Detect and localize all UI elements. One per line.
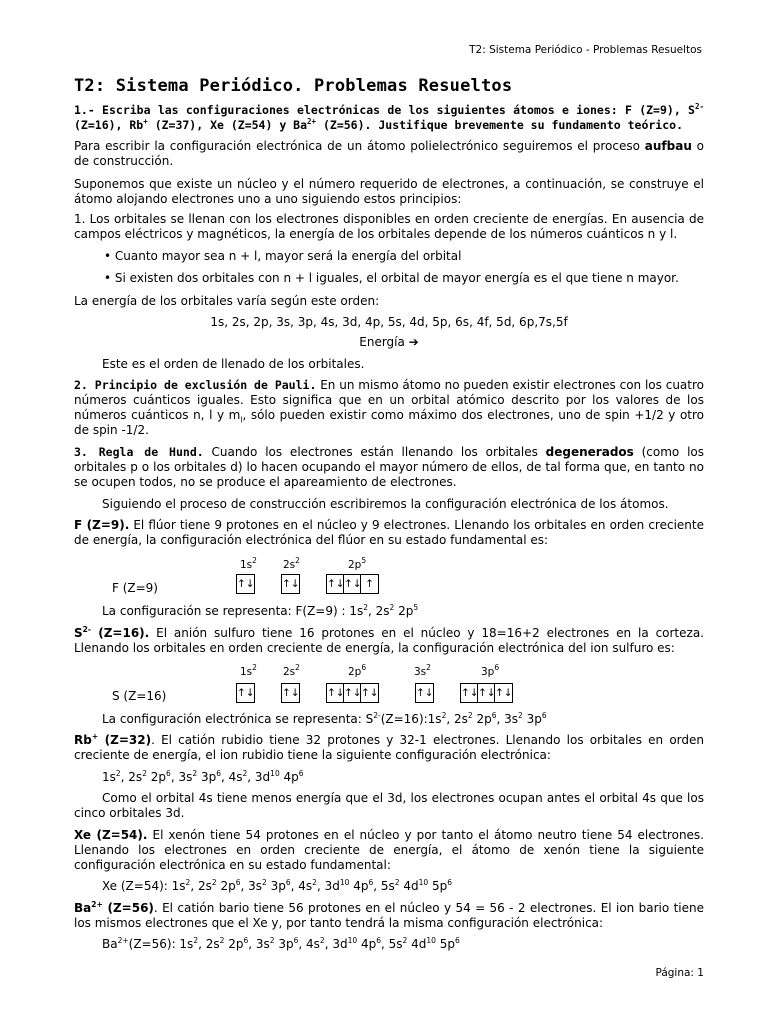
orbital-label: $2p^6$ — [348, 663, 367, 678]
orbital-box-3s: ↑↓ — [415, 683, 434, 703]
principle-energy-order: 1. Los orbitales se llenan con los electrones disponibles en orden creciente de energías. En ausencia de campos eléctricos y magnéticos, la energía de los orbitales depende de los números cuánticos n y l. — [74, 212, 704, 241]
rubidium-note: Como el orbital 4s tiene menos energía que el 3d, los electrones ocupan antes el orbital 4s que los cinco orbitales 3d. — [74, 791, 704, 820]
orbital-label: $1s^2$ — [240, 556, 257, 571]
bullet-n-plus-l: • Cuanto mayor sea n + l, mayor será la energía del orbital — [104, 249, 462, 263]
fluorine-diagram-label: F (Z=9) — [112, 581, 158, 595]
running-header: T2: Sistema Periódico - Problemas Resueltos — [469, 44, 702, 56]
bullet-equal-n-plus-l: • Si existen dos orbitales con n + l iguales, el orbital de mayor energía es el que tiene n mayor. — [104, 271, 679, 285]
orbital-box-1s: ↑↓ — [236, 574, 255, 594]
orbital-box-1s: ↑↓ — [236, 683, 255, 703]
sulfide-representation: La configuración electrónica se representa: $S^{2-}(Z=16):1s^2$, $2s^2$ $2p^6$, $3s^2$ $3p^6$ — [102, 711, 547, 726]
energy-arrow: Energía ➔ — [359, 335, 419, 349]
barium-paragraph: $Ba^{2+}$ (Z=56). El catión bario tiene 56 protones en el núcleo y 54 = 56 - 2 electrones. El ion bario tiene los mismos electrones que el Xe y, por tanto tendrá la misma configuración electrónica: — [74, 900, 704, 930]
orbital-box-2p: ↑↓↑↓ ↑ — [326, 574, 379, 594]
principle-pauli: 2. Principio de exclusión de Pauli. En un mismo átomo no pueden existir electrones con los cuatro números cuánticos iguales. Esto significa que en un orbital atómico descrito por los valores de los números cuánticos n, l y $m_l$, sólo pueden existir como máximo dos electrones, uno de spin +1/2 y otro de spin -1/2. — [74, 378, 705, 437]
paragraph-construction: Siguiendo el proceso de construcción escribiremos la configuración electrónica de los átomos. — [102, 497, 669, 511]
paragraph-aufbau: Para escribir la configuración electrónica de un átomo polielectrónico seguiremos el proceso aufbau o de construcción. — [74, 139, 704, 168]
page-title: T2: Sistema Periódico. Problemas Resueltos — [74, 76, 513, 96]
paragraph-order-intro: La energía de los orbitales varía según este orden: — [74, 294, 380, 308]
orbital-box-3p: ↑↓↑↓↑↓ — [460, 683, 513, 703]
orbital-label: $3s^2$ — [414, 663, 431, 678]
rubidium-configuration: $1s^2$, $2s^2$ $2p^6$, $3s^2$ $3p^6$, $4s^2$, $3d^{10}$ $4p^6$ — [102, 769, 304, 784]
orbital-order: 1s, 2s, 2p, 3s, 3p, 4s, 3d, 4p, 5s, 4d, 5p, 6s, 4f, 5d, 6p,7s,5f — [210, 315, 568, 329]
paragraph-principles: Suponemos que existe un núcleo y el número requerido de electrones, a continuación, se construye el átomo alojando electrones uno a uno siguiendo estos principios: — [74, 177, 704, 206]
orbital-label: $2s^2$ — [283, 663, 300, 678]
paragraph-fill-order: Este es el orden de llenado de los orbitales. — [102, 357, 365, 371]
page-number: Página: 1 — [655, 967, 704, 979]
xenon-paragraph: Xe (Z=54). El xenón tiene 54 protones en el núcleo y por tanto el átomo neutro tiene 54 electrones. Llenando los electrones en orden creciente de energía, el átomo de xenón tiene la siguiente configuración electrónica en su estado fundamental: — [74, 828, 704, 872]
fluorine-representation: La configuración se representa: F(Z=9) : $1s^2$, $2s^2$ $2p^5$ — [102, 603, 419, 618]
rubidium-paragraph: Rb+ (Z=32). El catión rubidio tiene 32 protones y 32-1 electrones. Llenando los orbitales en orden creciente de energía, el ion rubidio tiene la siguiente configuración electrónica: — [74, 732, 704, 762]
orbital-label: $2p^5$ — [348, 556, 367, 571]
xenon-configuration: Xe (Z=54): $1s^2$, $2s^2$ $2p^6$, $3s^2$ $3p^6$, $4s^2$, $3d^{10}$ $4p^6$, $5s^2$ $4d^{10}$ $5p^6$ — [102, 878, 453, 893]
orbital-box-2s: ↑↓ — [281, 683, 300, 703]
question-statement: 1.- Escriba las configuraciones electrónicas de los siguientes átomos e iones: F (Z=9), $S^{2-}$ (Z=16), Rb+ (Z=37), Xe (Z=54) y $Ba^{2+}$ (Z=56). Justifique brevemente su fundamento teórico. — [74, 102, 704, 132]
orbital-box-2s: ↑↓ — [281, 574, 300, 594]
sulfide-paragraph: $S^{2-}$ (Z=16). El anión sulfuro tiene 16 protones en el núcleo y 18=16+2 electrones en la corteza. Llenando los orbitales en orden creciente de energía, la configuración electrónica del ion sulfuro es: — [74, 625, 704, 655]
principle-hund: 3. Regla de Hund. Cuando los electrones están llenando los orbitales degenerados (como los orbitales p o los orbitales d) lo hacen ocupando el mayor número de ellos, de tal forma que, en tanto no se ocupen todos, no se produce el apareamiento de electrones. — [74, 445, 705, 489]
fluorine-paragraph: F (Z=9). El flúor tiene 9 protones en el núcleo y 9 electrones. Llenando los orbitales en orden creciente de energía, la configuración electrónica del flúor en su estado fundamental es: — [74, 518, 704, 547]
orbital-label: $1s^2$ — [240, 663, 257, 678]
orbital-label: $3p^6$ — [481, 663, 500, 678]
barium-configuration: $Ba^{2+}(Z=56)$: $1s^2$, $2s^2$ $2p^6$, $3s^2$ $3p^6$, $4s^2$, $3d^{10}$ $4p^6$, $5s^2$ $4d^{10}$ $5p^6$ — [102, 936, 460, 951]
orbital-box-2p: ↑↓↑↓↑↓ — [326, 683, 379, 703]
sulfide-diagram-label: S (Z=16) — [112, 689, 167, 703]
orbital-label: $2s^2$ — [283, 556, 300, 571]
